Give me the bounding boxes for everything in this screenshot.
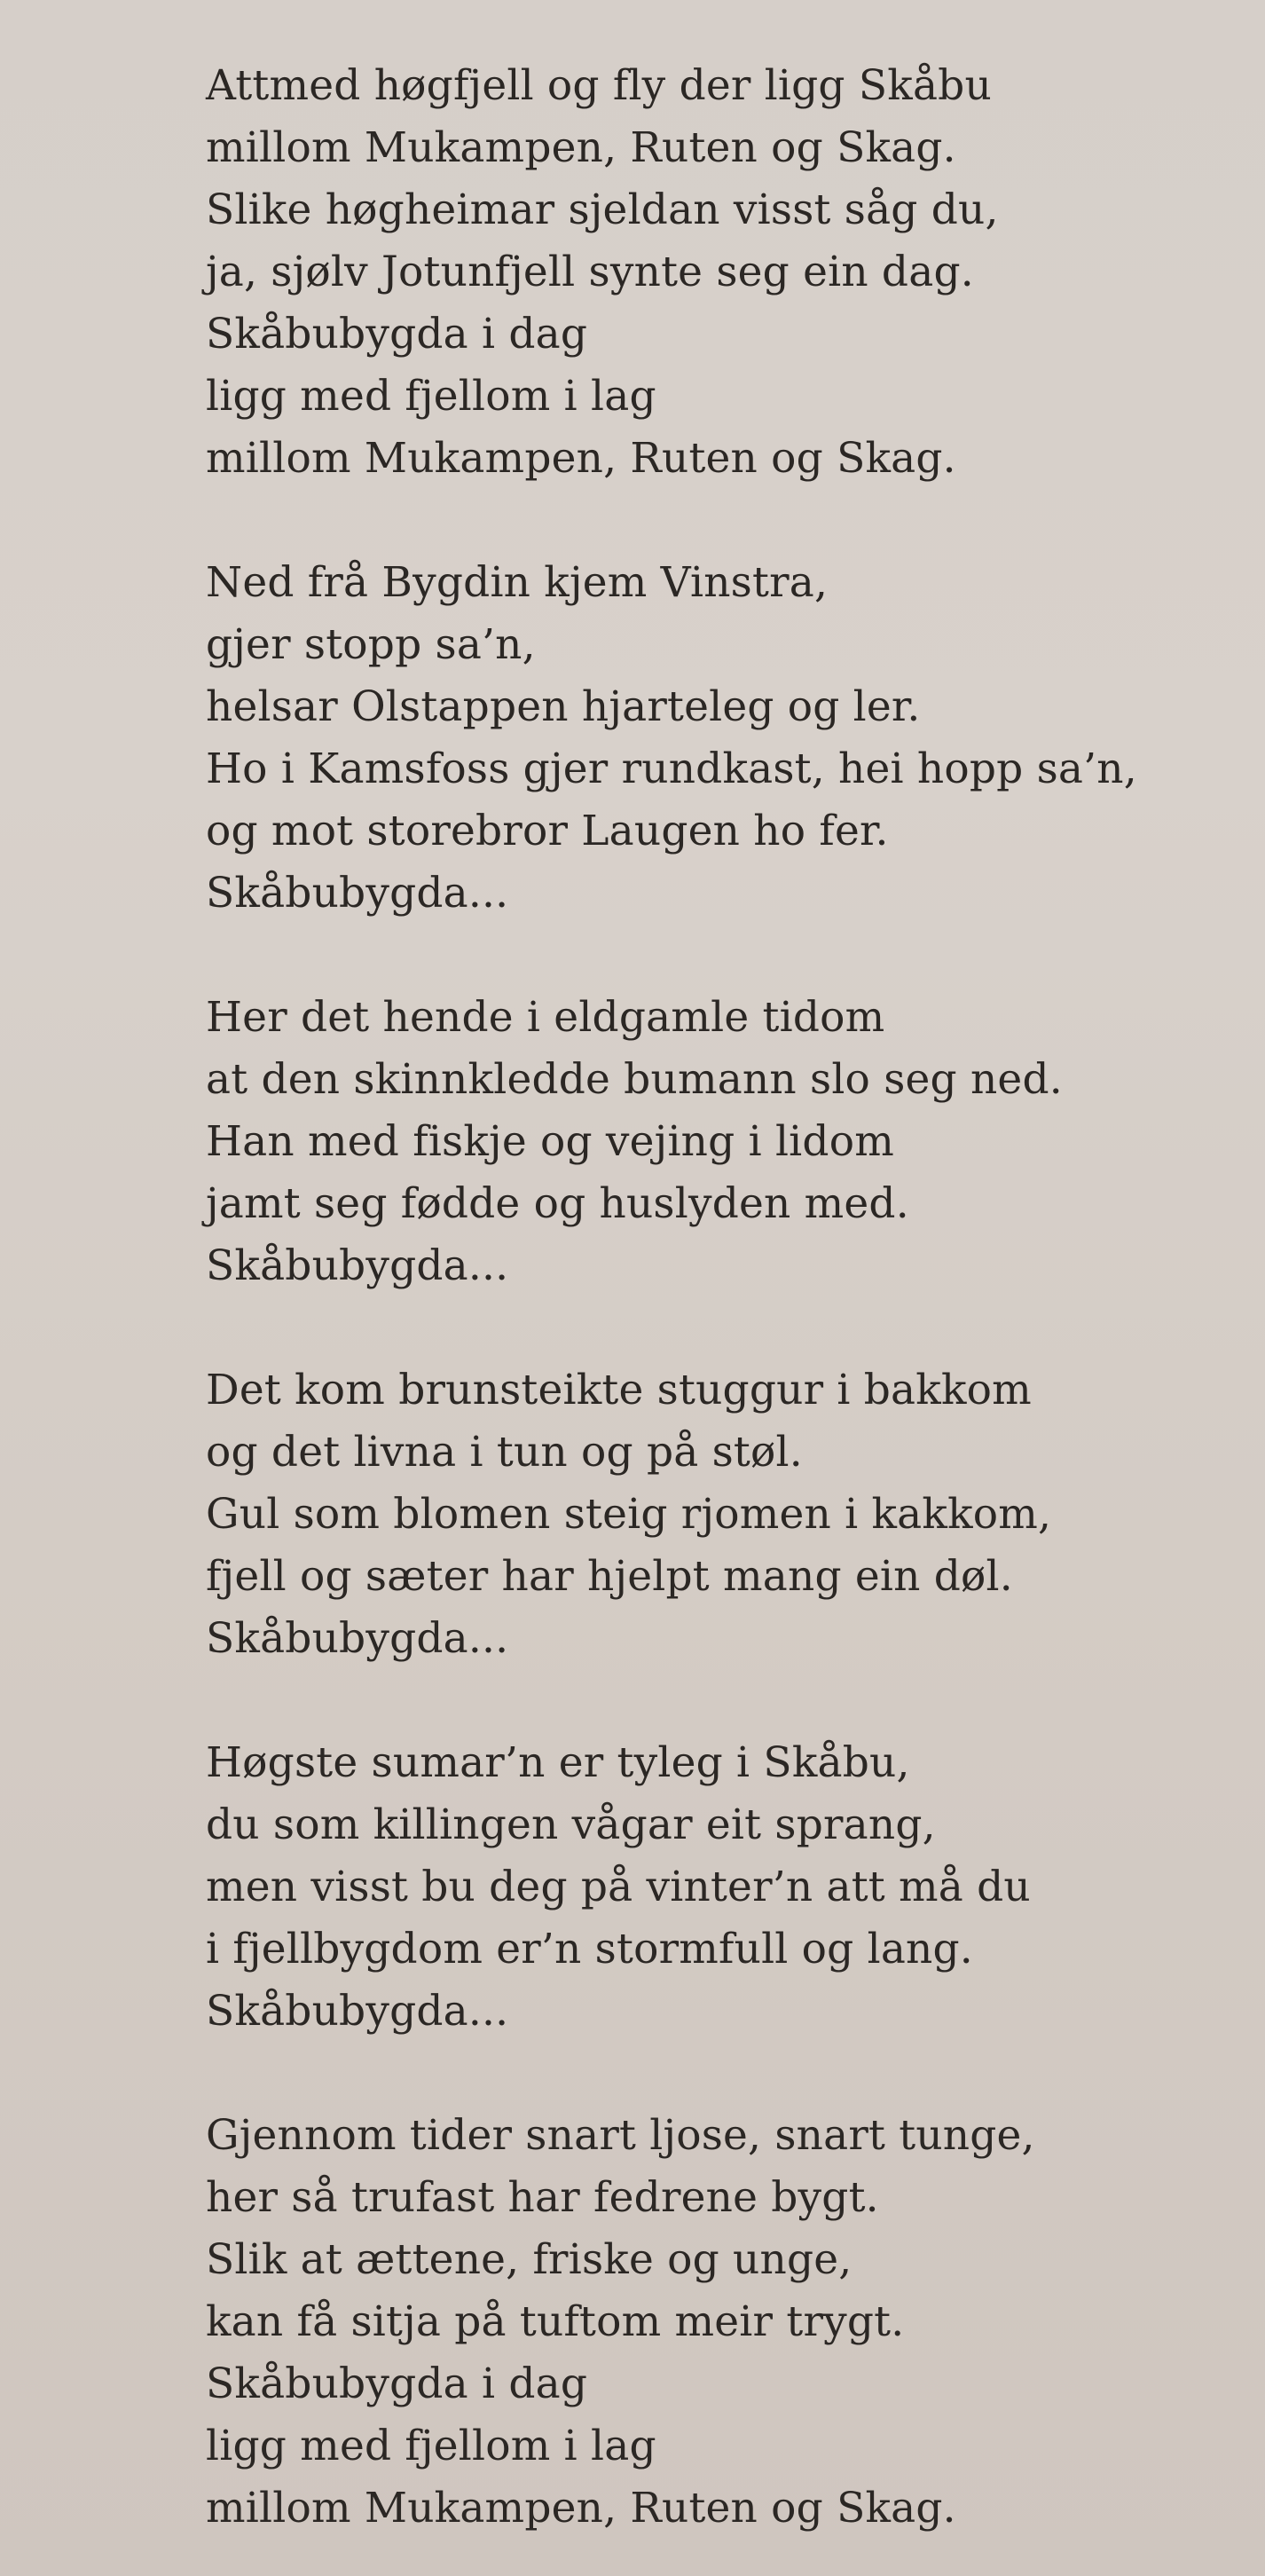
- poem-line: Ho i Kamsfoss gjer rundkast, hei hopp sa’n,: [206, 744, 1137, 793]
- stanza-3: [206, 987, 1226, 1297]
- poem-line: men visst bu deg på vinter’n att må du: [206, 1863, 1031, 1911]
- stanza-5: [206, 1732, 1226, 2043]
- stanza-1: [206, 55, 1226, 490]
- poem-line: millom Mukampen, Ruten og Skag.: [206, 123, 956, 172]
- poem-line: Ned frå Bygdin kjem Vinstra,: [206, 558, 829, 607]
- refrain-line: Skåbubygda...: [206, 1987, 509, 2036]
- poem-line: at den skinnkledde bumann slo seg ned.: [206, 1055, 1063, 1104]
- poem-line: Slik at ættene, friske og unge,: [206, 2235, 852, 2284]
- poem-line: fjell og sæter har hjelpt mang ein døl.: [206, 1552, 1013, 1601]
- refrain-line: Skåbubygda...: [206, 1614, 509, 1663]
- poem-line: Slike høgheimar sjeldan visst såg du,: [206, 185, 999, 234]
- stanza-2: [206, 552, 1226, 925]
- stanza-6: [206, 2105, 1226, 2540]
- poem-line: og det livna i tun og på støl.: [206, 1428, 803, 1477]
- poem-line: jamt seg fødde og huslyden med.: [206, 1179, 909, 1228]
- poem-line: Attmed høgfjell og fly der ligg Skåbu: [206, 61, 992, 110]
- poem-line: kan få sitja på tuftom meir trygt.: [206, 2297, 905, 2346]
- poem-line: gjer stopp sa’n,: [206, 620, 536, 669]
- refrain-line: Skåbubygda i dag: [206, 310, 588, 358]
- poem-line: ja, sjølv Jotunfjell synte seg ein dag.: [206, 248, 974, 296]
- refrain-line: millom Mukampen, Ruten og Skag.: [206, 2484, 956, 2533]
- refrain-line: ligg med fjellom i lag: [206, 2422, 656, 2470]
- poem-line: her så trufast har fedrene bygt.: [206, 2173, 879, 2222]
- poem-line: Høgste sumar’n er tyleg i Skåbu,: [206, 1738, 910, 1787]
- poem-line: Gul som blomen steig rjomen i kakkom,: [206, 1490, 1052, 1539]
- refrain-line: Skåbubygda...: [206, 1241, 509, 1290]
- poem-line: Her det hende i eldgamle tidom: [206, 993, 885, 1042]
- poem-line: Han med fiskje og vejing i lidom: [206, 1117, 894, 1166]
- poem-line: og mot storebror Laugen ho fer.: [206, 807, 889, 855]
- refrain-line: ligg med fjellom i lag: [206, 372, 656, 421]
- refrain-line: millom Mukampen, Ruten og Skag.: [206, 434, 956, 483]
- poem-line: du som killingen vågar eit sprang,: [206, 1800, 936, 1849]
- poem: [206, 55, 1226, 2540]
- poem-line: Det kom brunsteikte stuggur i bakkom: [206, 1366, 1032, 1414]
- poem-line: helsar Olstappen hjarteleg og ler.: [206, 682, 921, 731]
- refrain-line: Skåbubygda...: [206, 869, 509, 918]
- poem-line: i fjellbygdom er’n stormfull og lang.: [206, 1925, 973, 1973]
- poem-line: Gjennom tider snart ljose, snart tunge,: [206, 2111, 1035, 2160]
- refrain-line: Skåbubygda i dag: [206, 2359, 588, 2408]
- stanza-4: [206, 1359, 1226, 1670]
